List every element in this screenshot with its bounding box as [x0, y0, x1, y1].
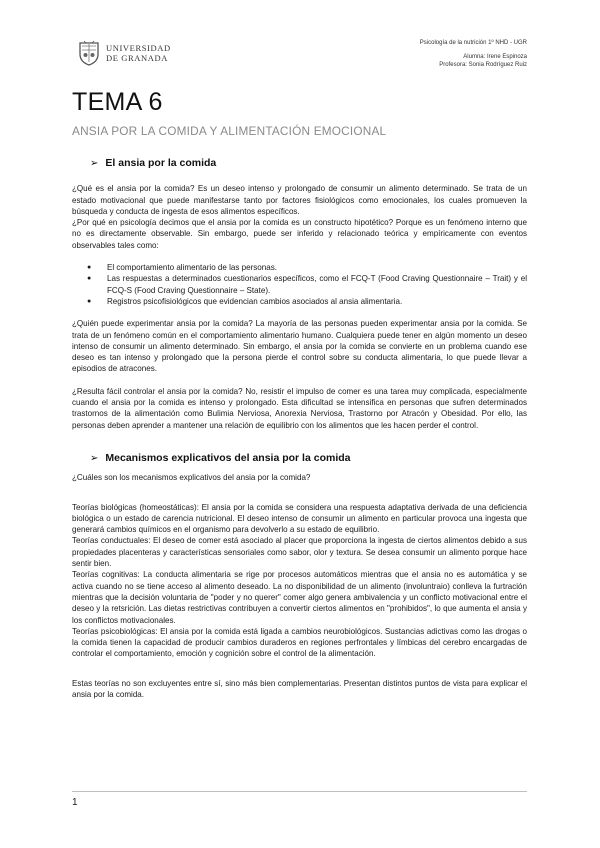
university-logo [78, 40, 171, 66]
university-name [106, 43, 171, 63]
section-question: ¿Cuáles son los mecanismos explicativos del ansia por la comida? [72, 473, 311, 483]
bullet-dot-icon: ● [87, 264, 92, 272]
theory-psicobiologicas: Teorías psicobiológicas: El ansia por la comida está ligada a cambios neurobiológicos. Sustancias adictivas como las drogas o la comida tienen la capacidad de producir cambios duraderos en regiones perfrontales y límbicas del cerebro encargadas de controlar el comportamiento, emoción y cognición sobre el control de la alimentación. [72, 626, 527, 659]
arrow-bullet-icon: ➢ [90, 158, 99, 169]
professor-name: Profesora: Sonia Rodríguez Ruiz [439, 62, 527, 68]
list-item: ● Las respuestas a determinados cuestionarios específicos, como el FCQ-T (Food Craving Questionnaire – Trait) y el FCQ-S (Food Craving Questionnaire – State). [87, 274, 527, 295]
course-name: Psicología de la nutrición 1º NHD - UGR [419, 40, 527, 46]
footer-divider [72, 791, 527, 792]
theory-biologicas: Teorías biológicas (homeostáticas): El ansia por la comida se considera una respuesta adaptativa derivada de una deficiencia biológica o un estado de carencia nutricional. El deseo intenso de consumir un alimento en particular provoca una ingesta que generará cambios químicos en el organismo para devolverlo a su estado de equilibrio. [72, 502, 527, 535]
university-crest-icon [78, 40, 100, 66]
section-heading-ansia [90, 158, 527, 169]
paragraph: ¿Resulta fácil controlar el ansia por la comida? No, resistir el impulso de comer es una tarea muy complicada, especialmente cuando el ansia por la comida es intenso y prolongado. Esta dificultad se intensifica en personas que sufren determinados trastornos de la alimentación como Bulimia Nerviosa, Anorexia Nerviosa, Trastorno por Atracón y Obesidad. Por ello, las personas deben aprender a mantener una relación de equilibrio con los alimentos que les hacen perder el control. [72, 386, 527, 430]
conclusion-paragraph: Estas teorías no son excluyentes entre sí, sino más bien complementarias. Presentan distintos puntos de vista para explicar el ansia por la comida. [72, 678, 527, 699]
list-item: ● El comportamiento alimentario de las personas. [87, 263, 277, 273]
page-title: TEMA 6 [72, 88, 163, 116]
university-name-line1: UNIVERSIDAD [106, 43, 171, 53]
university-name-line2: DE GRANADA [106, 53, 168, 63]
header-info [420, 39, 527, 70]
page-number: 1 [72, 797, 78, 808]
bullet-list [72, 262, 527, 307]
theory-conductuales: Teorías conductuales: El deseo de comer está asociado al placer que proporciona la ingesta de ciertos alimentos debido a sus propiedades placenteras y características sensoriales como sabor, olor y textura. Se desea consumir un alimento porque hace sentir bien. [72, 536, 527, 569]
paragraph: ¿Qué es el ansia por la comida? Es un deseo intenso y prolongado de consumir un alimento determinado. Se trata de un estado motivacional que puede manifestarse tanto por factores fisiológicos como emocionales, los cuales promueven la búsqueda y conducta de ingesta de esos alimentos específicos. [72, 184, 527, 216]
document-body [72, 154, 527, 700]
arrow-bullet-icon: ➢ [90, 452, 99, 464]
bullet-dot-icon: ● [87, 297, 92, 305]
bullet-dot-icon: ● [87, 275, 92, 283]
section-heading-text: El ansia por la comida [105, 157, 217, 169]
section-heading-mecanismos [90, 453, 527, 464]
theory-cognitivas: Teorías cognitivas: La conducta alimentaria se rige por procesos automáticos mientras que el ansia no es automática y se activa cuando no se tiene acceso al alimento deseado. La no disponibilidad de un alimento (involuntraio) conlleva la furtración mientras que la decisión voluntaria de "poder y no querer" comer algo genera ambivalencia y un conflicto motivacional entre el deseo y la retsrición. Las dietas restrictivas contribuyen a convertir ciertos alimentos en "prohibidos", lo que aumenta el ansia y los conflictos motivacionales. [72, 570, 527, 625]
paragraph: ¿Por qué en psicología decimos que el ansia por la comida es un constructo hipotético? Porque es un fenómeno interno que no es directamente observable. Sin embargo, puede ser inferido y relacionado teórica y empíricamente con eventos observables tales como: [72, 218, 527, 250]
list-item: ● Registros psicofisiológicos que evidencian cambios asociados al ansia alimentaria. [87, 296, 403, 306]
page-subtitle: ANSIA POR LA COMIDA Y ALIMENTACIÓN EMOCIONAL [72, 124, 387, 138]
section-heading-text: Mecanismos explicativos del ansia por la comida [105, 451, 351, 464]
paragraph: ¿Quién puede experimentar ansia por la comida? La mayoría de las personas pueden experimentar ansia por la comida. Se trata de un fenómeno común en el comportamiento alimentario humano. Cualquiera puede tener en algún momento un deseo intenso de consumir un alimento determinado. Sin embargo, el ansia por la comida se convierte en un problema cuando ese deseo es tan intenso y prolongado que la persona pierde el control sobre su conducta alimentaria, lo que puede llevar a episodios de atracones. [72, 319, 527, 374]
student-name: Alumna: Irene Espinoza [463, 53, 527, 60]
